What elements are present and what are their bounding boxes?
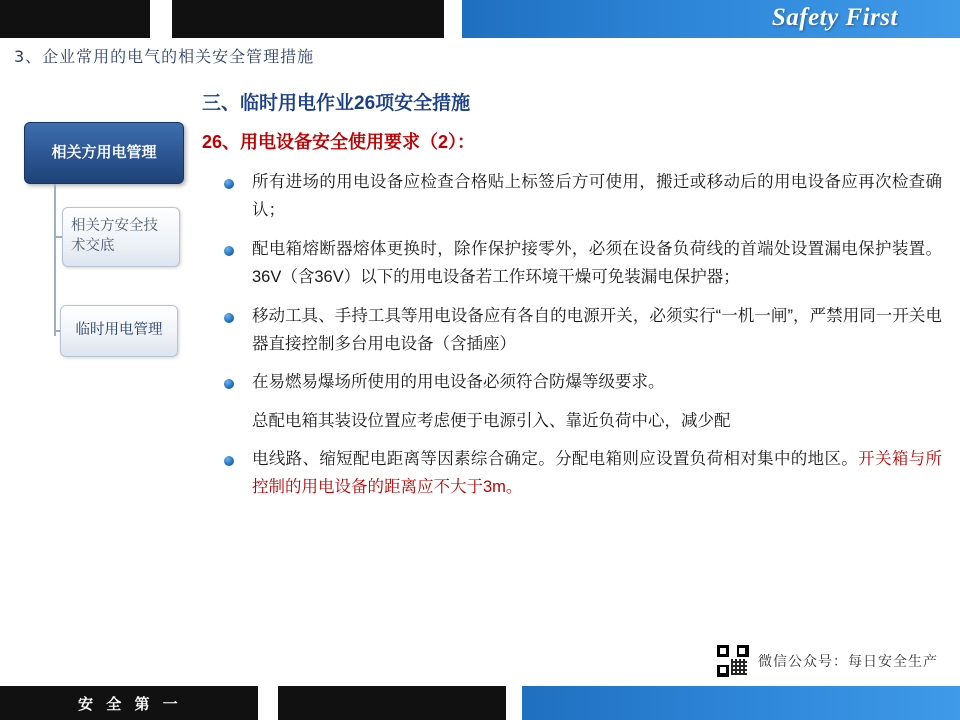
banner-gap-mid	[444, 0, 462, 38]
wechat-watermark	[716, 644, 938, 678]
item-heading: 26、用电设备安全使用要求（2）：	[202, 132, 476, 152]
list-item: 移动工具、手持工具等用电设备应有各自的电源开关，必须实行“一机一闸”，严禁用同一开关电器直接控制多台用电设备（含插座）	[218, 302, 942, 359]
final-paragraph-highlight: 开关箱与所控制的用电设备的距离应不大于3m。	[252, 450, 943, 497]
sidebar-item-label: 相关方安全技术交底	[71, 218, 158, 254]
footer-gap-left	[258, 686, 278, 720]
page-title: 三、临时用电作业26项安全措施	[202, 93, 471, 114]
list-item-final	[218, 445, 942, 502]
banner-gap-left	[150, 0, 172, 38]
bullet-list	[202, 168, 942, 502]
subject-heading: 3、企业常用的电气的相关安全管理措施	[14, 47, 315, 66]
list-item-continuation: 总配电箱其装设位置应考虑便于电源引入、靠近负荷中心，减少配	[252, 411, 731, 430]
footer-gap-mid	[506, 686, 522, 720]
banner-block-black-left	[0, 0, 150, 38]
brand-title: Safety First	[771, 4, 898, 31]
sidebar-item-label: 临时用电管理	[75, 322, 163, 339]
top-banner	[0, 0, 960, 38]
footer-block-blue	[522, 686, 960, 720]
sidebar-item-technical-disclosure[interactable]	[62, 207, 180, 267]
main-content	[202, 128, 942, 512]
bottom-banner	[0, 686, 960, 720]
footer-block-black-mid	[278, 686, 506, 720]
wechat-label: 微信公众号：每日安全生产	[758, 653, 938, 669]
list-item: 在易燃易爆场所使用的用电设备必须符合防爆等级要求。	[218, 368, 942, 396]
final-paragraph-lead: 电线路、缩短配电距离等因素综合确定。分配电箱则应设置负荷相对集中的地区。	[252, 450, 859, 468]
sidebar-nav	[24, 122, 194, 339]
sidebar-item-primary[interactable]	[24, 122, 184, 184]
list-item: 所有进场的用电设备应检查合格贴上标签后方可使用，搬迁或移动后的用电设备应再次检查确认；	[218, 168, 942, 225]
list-item: 配电箱熔断器熔体更换时，除作保护接零外，必须在设备负荷线的首端处设置漏电保护装置。36V（含36V）以下的用电设备若工作环境干燥可免装漏电保护器；	[218, 235, 942, 292]
footer-slogan: 安 全 第 一	[78, 695, 182, 713]
qr-code-icon	[716, 644, 750, 678]
sidebar-item-primary-label: 相关方用电管理	[51, 143, 157, 161]
nav-connector-vertical	[54, 184, 56, 336]
banner-block-black-mid	[172, 0, 444, 38]
sidebar-item-temporary-power[interactable]	[60, 305, 178, 357]
